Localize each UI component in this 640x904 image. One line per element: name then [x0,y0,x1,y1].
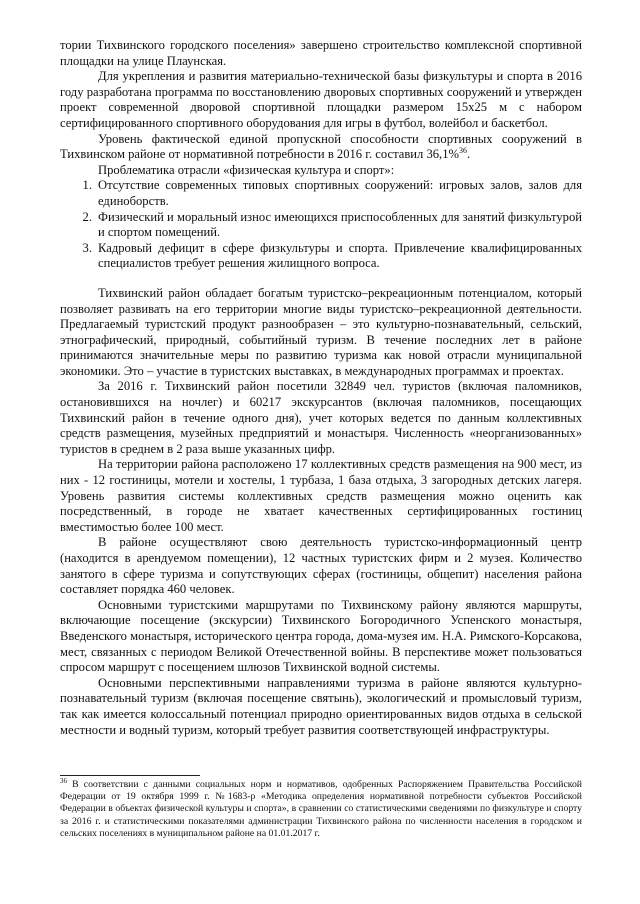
footnote-divider [60,775,200,776]
paragraph-sports-ground-continued: тории Тихвинского городского поселения» завершено строительство комплексной спортивной площадки на улице Плаунская. [60,38,582,68]
paragraph-accommodation: На территории района расположено 17 коллективных средств размещения на 900 мест, из них - 12 гостиницы, мотели и хостелы, 1 турбаза, 1 база отдыха, 3 загородных детских лагеря. Уровень развития системы коллективных средств размещения можно оценить как посредственный, в городе не хватает качественных сертифицированных гостиниц вместимостью более 100 мест. [60,457,582,534]
list-item [60,178,582,209]
list-item [60,241,582,272]
list-item-text: Кадровый дефицит в сфере физкультуры и спорта. Привлечение квалифицированных специалистов требует решения жилищного вопроса. [98,240,582,271]
list-item-text: Отсутствие современных типовых спортивных сооружений: игровых залов, залов для единоборств. [98,178,582,208]
footnote-ref-36[interactable]: 36 [458,145,467,155]
paragraph-problems-heading: Проблематика отрасли «физическая культура и спорт»: [98,162,395,177]
paragraph-tourist-routes: Основными туристскими маршрутами по Тихвинскому району являются маршруты, включающие посещение (экскурсии) Тихвинского Богородичного Успенского монастыря, Введенского монастыря, исторического центра города, дома-музея им. Н.А. Римского-Корсакова, мест, связанных с периодом Великой Отечественной войны. В перспективе может пользоваться спросом маршрут с посещением шлюзов Тихвинской водной системы. [60,597,582,675]
list-item-number: 3. [82,240,92,255]
list-item-text: Физический и моральный износ имеющихся приспособленных для занятий физкультурой и спортом помещений. [98,209,582,240]
paragraph-tourism-organizations: В районе осуществляют свою деятельность туристско-информационный центр (находится в арендуемом помещении), 12 частных туристских фирм и 2 музея. Количество занятого в сфере туризма и сопутствующих сферах (гостиницы, общепит) населения района составляет порядка 460 человек. [60,535,582,597]
paragraph-sports-base-program: Для укрепления и развития материально-технической базы физкультуры и спорта в 2016 году разработана программа по восстановлению дворовых спортивных сооружений и утвержден проект современной дворовой спортивной площадки размером 15х25 м с набором сертифицированного спортивного оборудования для игры в футбол, волейбол и баскетбол. [60,69,582,130]
footnote-36 [60,776,582,840]
section-spacer [60,272,582,286]
footnote-marker: 36 [60,776,67,785]
list-item [60,210,582,241]
list-item-number: 1. [82,178,92,193]
footnote-text: В соответствии с данными социальных норм и нормативов, одобренных Распоряжением Правительства Российской Федерации от 19 октября 1999 г. №1683-р «Методика определения нормативной потребности субъектов Российской Федерации в объектах физической культуры и спорта», в сравнении со статистическими сведениями по физкультуре и спорту за 2016 г. и статистическими показателями администрации Тихвинского района по численности населения в городском и сельских поселениях в муниципальном районе на 01.01.2017 г. [60,779,582,839]
paragraph-tourism-potential: Тихвинский район обладает богатым туристско–рекреационным потенциалом, который позволяет развивать на его территории многие виды туристско–рекреационной деятельности. Предлагаемый туристский продукт разнообразен – это культурно-познавательный, сельский, этнографический, природный, событийный туризм. В течение последних лет в районе принимаются значительные меры по развитию туризма как новой отрасли муниципальной экономики. Это – участие в туристских выставках, в международных программах и проектах. [60,285,582,378]
paragraph-capacity-level: Уровень фактической единой пропускной способности спортивных сооружений в Тихвинском районе от нормативной потребности в 2016 г. составил 36,1%$^{36}$. [60,131,582,162]
paragraph-tourism-directions: Основными перспективными направлениями туризма в районе являются культурно-познавательный туризм (включая посещение святынь), экологический и промысловый туризм, так как имеется колоссальный потенциал природно ориентированных видов отдыха в сельской местности и водный туризм, который требует развития соответствующей инфраструктуры. [60,675,582,737]
problems-list [60,178,582,272]
list-item-number: 2. [82,209,92,224]
capacity-level-text: Уровень фактической единой пропускной способности спортивных сооружений в Тихвинском районе от нормативной потребности в 2016 г. составил 36,1% [60,131,582,162]
paragraph-tourist-visits: За 2016 г. Тихвинский район посетили 32849 чел. туристов (включая паломников, остановившихся на ночлег) и 60217 экскурсантов (включая паломников, посещающих Тихвинский район в течение одного дня), учет которых ведется по данным коллективных средств размещения, музейных предприятий и монастыря. Численность «неорганизованных» туристов в среднем в 2 раза выше указанных цифр. [60,379,582,456]
